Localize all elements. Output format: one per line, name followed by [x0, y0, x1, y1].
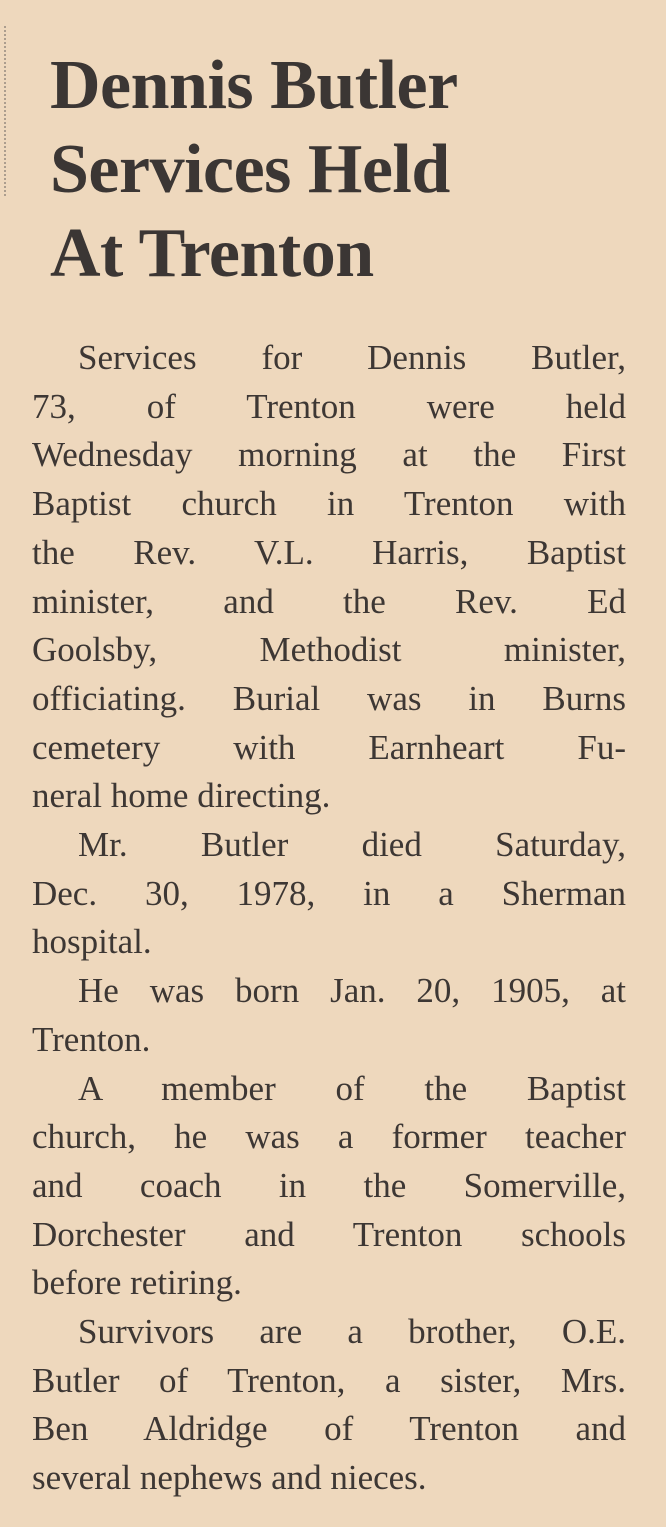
- article-line: and coach in the Somerville,: [32, 1165, 626, 1205]
- article-line: Trenton.: [32, 1019, 151, 1059]
- article-line: cemetery with Earnheart Fu-: [32, 727, 626, 767]
- article-line: A member of the Baptist: [78, 1068, 626, 1108]
- paragraph-career: [32, 1065, 626, 1309]
- headline-line: Services Held: [50, 131, 450, 208]
- article-line: 73, of Trenton were held: [32, 386, 626, 426]
- article-line: Dec. 30, 1978, in a Sherman: [32, 873, 626, 913]
- article-line: Baptist church in Trenton with: [32, 484, 626, 524]
- article-line: Dorchester and Trenton schools: [32, 1214, 626, 1254]
- article-line: several nephews and nieces.: [32, 1458, 427, 1498]
- article-line: neral home directing.: [32, 776, 331, 816]
- article-line: minister, and the Rev. Ed: [32, 581, 626, 621]
- article-line: officiating. Burial was in Burns: [32, 678, 626, 718]
- article-line: before retiring.: [32, 1263, 242, 1303]
- paragraph-death: [32, 821, 626, 967]
- article-line: Butler of Trenton, a sister, Mrs.: [32, 1360, 626, 1400]
- column-rule: [4, 26, 6, 196]
- article-line: church, he was a former teacher: [32, 1117, 626, 1157]
- article-line: the Rev. V.L. Harris, Baptist: [32, 532, 626, 572]
- article-line: He was born Jan. 20, 1905, at: [78, 971, 626, 1011]
- article-line: Ben Aldridge of Trenton and: [32, 1409, 626, 1449]
- clipped-previous-text: [40, 0, 640, 12]
- article-line: Mr. Butler died Saturday,: [78, 825, 626, 865]
- article-line: Services for Dennis Butler,: [78, 338, 626, 377]
- article-line: Survivors are a brother, O.E.: [78, 1312, 626, 1352]
- article-line: Goolsby, Methodist minister,: [32, 630, 626, 670]
- headline: [50, 44, 640, 296]
- article-body: [32, 334, 626, 1503]
- headline-line: Dennis Butler: [50, 47, 458, 124]
- paragraph-birth: [32, 967, 626, 1064]
- article-line: Wednesday morning at the First: [32, 435, 626, 475]
- headline-line: At Trenton: [50, 215, 374, 292]
- article-line: hospital.: [32, 922, 152, 962]
- paragraph-services: [32, 334, 626, 821]
- paragraph-survivors: [32, 1308, 626, 1503]
